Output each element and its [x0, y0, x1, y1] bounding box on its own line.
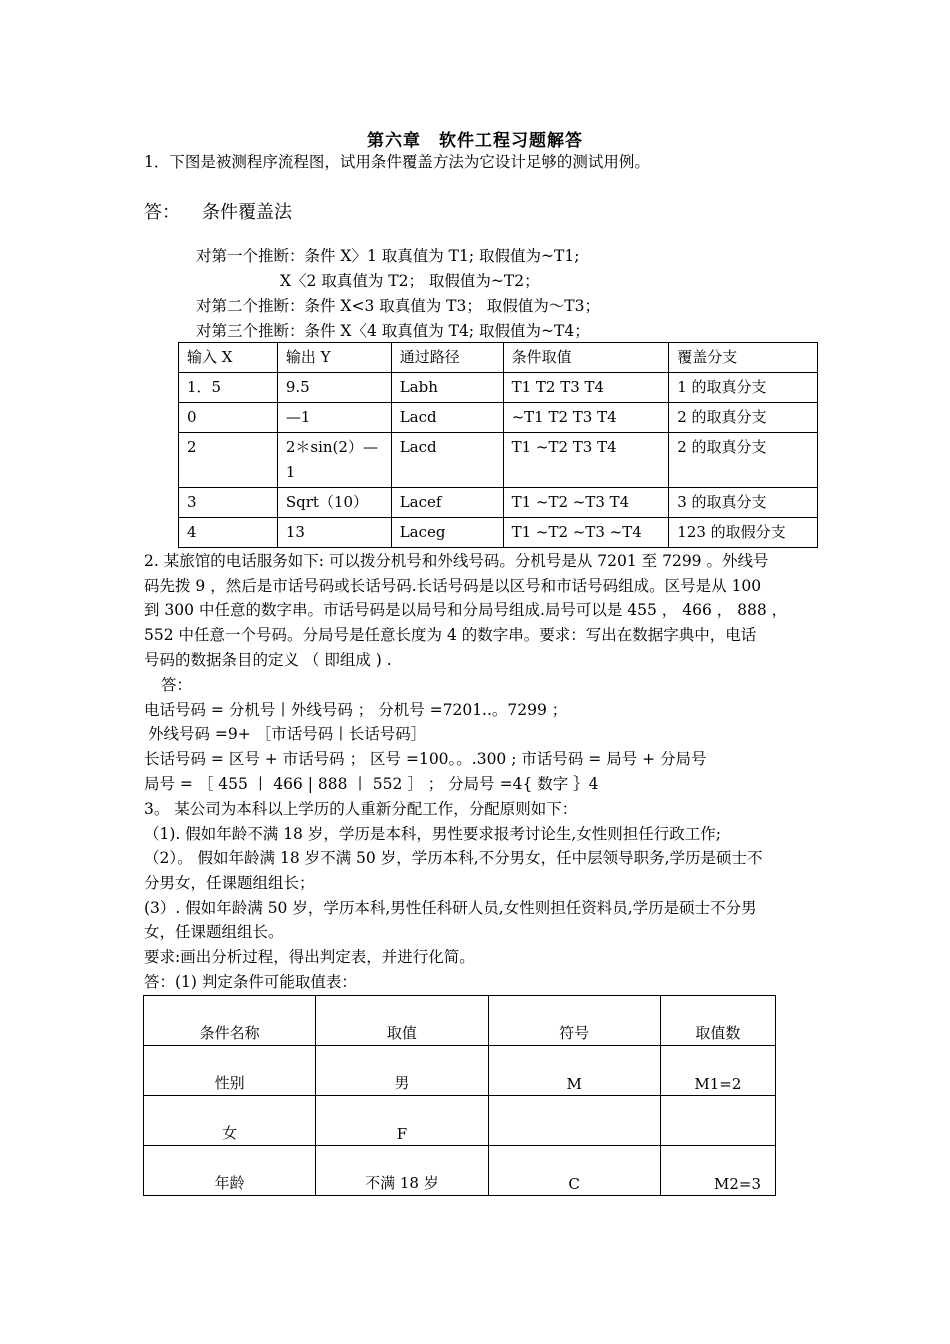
table-cell: 2＊sin(2）—1	[277, 433, 391, 488]
q2-def-2: 外线号码 =9+ ［市话号码丨长话号码］	[148, 725, 427, 743]
table-cell	[660, 1096, 775, 1146]
table-cell: 男	[316, 1046, 488, 1096]
q3-line-7: 要求:画出分析过程，得出判定表，并进行化简。	[144, 948, 475, 966]
table-cell: 2	[179, 433, 278, 488]
table-cell: M1=2	[660, 1046, 775, 1096]
table-cell: Lacef	[391, 488, 503, 518]
q2-line-5: 号码的数据条目的定义 （ 即组成 ) .	[144, 651, 392, 669]
table-cell: T1 ~T2 T3 T4	[503, 433, 669, 488]
table-cell: 不满 18 岁	[316, 1146, 488, 1196]
header-cell: 取值数	[660, 996, 775, 1046]
table-cell: 性别	[144, 1046, 316, 1096]
header-cell: 输入 X	[179, 343, 278, 373]
table-cell: 1 的取真分支	[669, 373, 818, 403]
table-cell: C	[488, 1146, 660, 1196]
table-cell: 9.5	[277, 373, 391, 403]
q3-line-4: 分男女，任课题组组长；	[144, 874, 315, 892]
q1-question: 1．下图是被测程序流程图，试用条件覆盖方法为它设计足够的测试用例。	[144, 153, 650, 171]
table-cell: 2 的取真分支	[669, 403, 818, 433]
table-row	[179, 373, 818, 403]
header-cell: 取值	[316, 996, 488, 1046]
table-cell: 4	[179, 518, 278, 548]
table-cell: 年龄	[144, 1146, 316, 1196]
table-header-row	[144, 996, 776, 1046]
header-cell: 条件名称	[144, 996, 316, 1046]
q1-answer-label: 答：	[144, 202, 180, 223]
table-cell: Lacd	[391, 433, 503, 488]
table-row	[144, 1096, 776, 1146]
q2-def-1: 电话号码 = 分机号丨外线号码 ； 分机号 =7201..。7299 ；	[144, 701, 568, 719]
table-cell: M	[488, 1046, 660, 1096]
table-cell: T1 T2 T3 T4	[503, 373, 669, 403]
header-cell: 覆盖分支	[669, 343, 818, 373]
q2-def-4: 局号 = ［ 455 丨 466 | 888 丨 552 ］ ； 分局号 =4{ 数字 ｝4	[144, 775, 599, 793]
page-title: 第六章 软件工程习题解答	[367, 131, 583, 151]
table-cell: —1	[277, 403, 391, 433]
header-cell: 符号	[488, 996, 660, 1046]
table-cell: ~T1 T2 T3 T4	[503, 403, 669, 433]
table-cell: Labh	[391, 373, 503, 403]
q3-line-8: 答：(1) 判定条件可能取值表：	[144, 973, 357, 991]
table-header-row	[179, 343, 818, 373]
table-cell: Sqrt（10）	[277, 488, 391, 518]
table-row	[144, 1046, 776, 1096]
q2-answer-label: 答：	[161, 676, 193, 694]
test-case-table	[178, 342, 818, 548]
q1-answer-method: 条件覆盖法	[202, 202, 292, 223]
table-cell: 123 的取假分支	[669, 518, 818, 548]
q1-line-2: X〈2 取真值为 T2； 取假值为~T2；	[280, 272, 540, 290]
table-cell: 0	[179, 403, 278, 433]
table-cell: Laceg	[391, 518, 503, 548]
q3-line-2: （1). 假如年龄不满 18 岁，学历是本科，男性要求报考讨论生,女性则担任行政工作;	[144, 825, 721, 843]
table-cell: Lacd	[391, 403, 503, 433]
q2-line-3: 到 300 中任意的数字串。市话号码是以局号和分局号组成.局号可以是 455 ， 466 ， 888 ，	[144, 601, 788, 619]
table-row	[179, 433, 818, 488]
header-cell: 通过路径	[391, 343, 503, 373]
header-cell: 输出 Y	[277, 343, 391, 373]
table-cell: T1 ~T2 ~T3 ~T4	[503, 518, 669, 548]
header-cell: 条件取值	[503, 343, 669, 373]
table-row	[144, 1146, 776, 1196]
table-row	[179, 518, 818, 548]
q1-line-4: 对第三个推断：条件 X〈4 取真值为 T4; 取假值为~T4；	[196, 322, 590, 340]
table-cell: 1．5	[179, 373, 278, 403]
q3-line-5: (3）. 假如年龄满 50 岁，学历本科,男性任科研人员,女性则担任资料员,学历是硕士不分男	[144, 899, 757, 917]
table-cell	[488, 1096, 660, 1146]
table-cell: F	[316, 1096, 488, 1146]
table-cell: 13	[277, 518, 391, 548]
table-cell: 3 的取真分支	[669, 488, 818, 518]
q3-line-1: 3。 某公司为本科以上学历的人重新分配工作，分配原则如下：	[144, 800, 578, 818]
q2-def-3: 长话号码 = 区号 + 市话号码 ； 区号 =100。。.300 ; 市话号码 = 局号 + 分局号	[144, 750, 707, 768]
table-cell: M2=3	[660, 1146, 775, 1196]
table-row	[179, 488, 818, 518]
q1-line-3: 对第二个推断：条件 X<3 取真值为 T3； 取假值为～T3；	[196, 297, 600, 315]
table-row	[179, 403, 818, 433]
table-cell: 女	[144, 1096, 316, 1146]
q3-line-6: 女，任课题组组长。	[144, 923, 284, 941]
q3-line-3: （2）。 假如年龄满 18 岁不满 50 岁，学历本科,不分男女，任中层领导职务,学历是硕士不	[144, 849, 763, 867]
q2-line-1: 2. 某旅馆的电话服务如下: 可以拨分机号和外线号码。分机号是从 7201 至 7299 。外线号	[144, 552, 769, 570]
q2-line-4: 552 中任意一个号码。分局号是任意长度为 4 的数字串。要求：写出在数据字典中，电话	[144, 626, 757, 644]
table-cell: 3	[179, 488, 278, 518]
q2-line-2: 码先拨 9 ，然后是市话号码或长话号码.长话号码是以区号和市话号码组成。区号是从 100	[144, 577, 762, 595]
q1-line-1: 对第一个推断：条件 X〉1 取真值为 T1; 取假值为~T1;	[196, 247, 580, 265]
table-cell: 2 的取真分支	[669, 433, 818, 488]
table-cell: T1 ~T2 ~T3 T4	[503, 488, 669, 518]
condition-table	[143, 995, 776, 1196]
